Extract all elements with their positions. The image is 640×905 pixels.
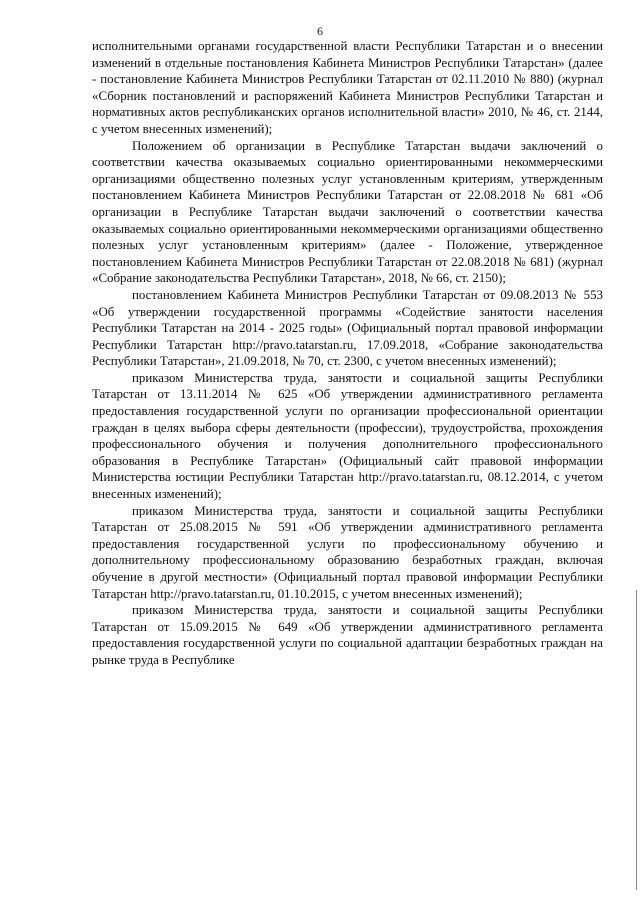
paragraph-resolution-553: постановлением Кабинета Министров Республики Татарстан от 09.08.2013 № 553 «Об утверждении государственной программы «Содействие занятости населения Республики Татарстан на 2014 - 2025 годы» (Официальный портал правовой информации Республики Татарстан http://pravo.tatarstan.ru, 17.09.2018, «Собрание законодательства Республики Татарстан», 21.09.2018, № 70, ст. 2300, с учетом внесенных изменений);	[92, 287, 603, 369]
scan-edge-line	[636, 590, 637, 890]
paragraph-order-649: приказом Министерства труда, занятости и социальной защиты Республики Татарстан от 15.09.2015 № 649 «Об утверждении административного регламента предоставления государственной услуги по социальной адаптации безработных граждан на рынке труда в Республике	[92, 603, 603, 667]
page-number: 6	[317, 24, 323, 38]
paragraph-regulation-681: Положением об организации в Республике Татарстан выдачи заключений о соответствии качества оказываемых социально ориентированными некоммерческими организациями общественно полезных услуг установленным критериям, утвержденным постановлением Кабинета Министров Республики Татарстан от 22.08.2018 № 681 «Об организации в Республике Татарстан выдачи заключений о соответствии качества оказываемых социально ориентированными некоммерческими организациями общественно полезных услуг установленным критериям» (далее - Положение, утвержденное постановлением Кабинета Министров Республики Татарстан от 22.08.2018 № 681) (журнал «Собрание законодательства Республики Татарстан», 2018, № 66, ст. 2150);	[92, 138, 603, 286]
document-body	[92, 38, 603, 669]
paragraph-order-591: приказом Министерства труда, занятости и социальной защиты Республики Татарстан от 25.08.2015 № 591 «Об утверждении административного регламента предоставления государственной услуги по профессиональному обучению и дополнительному профессиональному образованию безработных граждан, включая обучение в другой местности» (Официальный портал правовой информации Республики Татарстан http://pravo.tatarstan.ru, 01.10.2015, с учетом внесенных изменений);	[92, 503, 603, 601]
paragraph-continuation: исполнительными органами государственной власти Республики Татарстан и о внесении изменений в отдельные постановления Кабинета Министров Республики Татарстан» (далее - постановление Кабинета Министров Республики Татарстан от 02.11.2010 № 880) (журнал «Сборник постановлений и распоряжений Кабинета Министров Республики Татарстан и нормативных актов республиканских органов исполнительной власти» 2010, № 46, ст. 2144, с учетом внесенных изменений);	[92, 39, 603, 136]
paragraph-order-625: приказом Министерства труда, занятости и социальной защиты Республики Татарстан от 13.11.2014 № 625 «Об утверждении административного регламента предоставления государственной услуги по организации профессиональной ориентации граждан в целях выбора сферы деятельности (профессии), трудоустройства, прохождения профессионального обучения и получения дополнительного профессионального образования в Республике Татарстан» (Официальный сайт правовой информации Министерства юстиции Республики Татарстан http://pravo.tatarstan.ru, 08.12.2014, с учетом внесенных изменений);	[92, 370, 603, 502]
